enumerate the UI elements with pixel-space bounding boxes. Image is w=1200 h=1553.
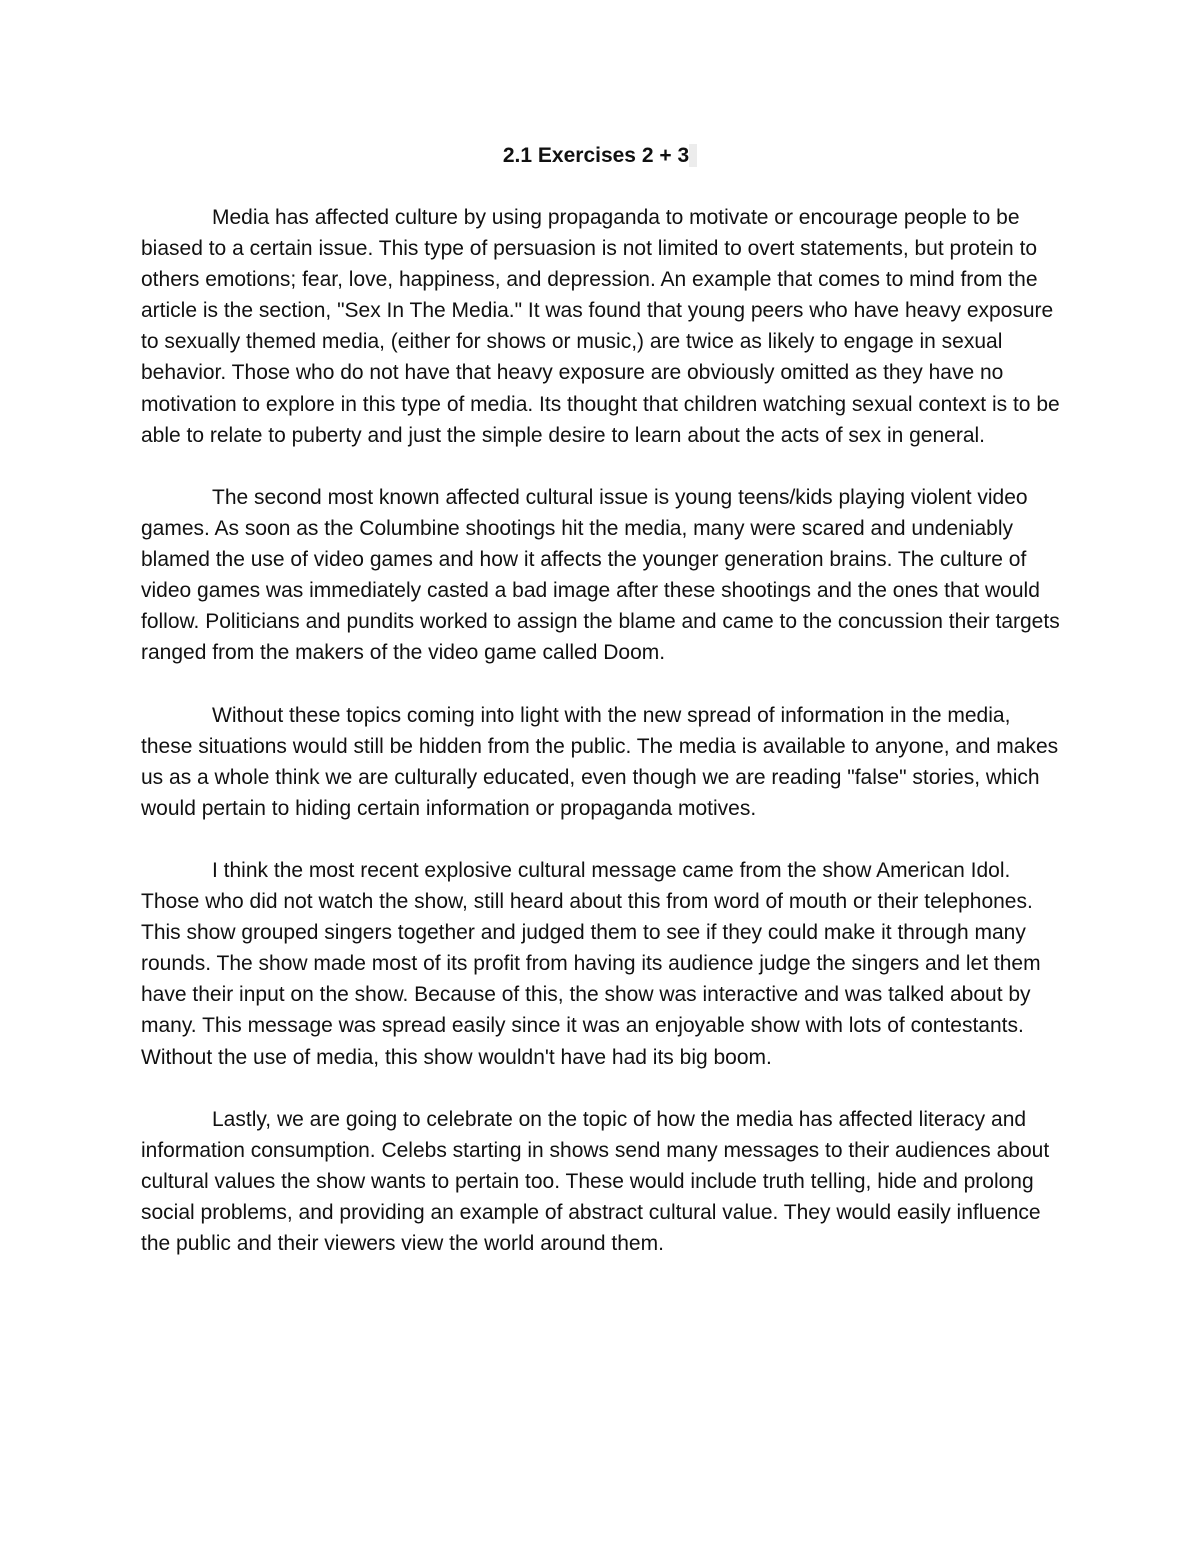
document-title	[0, 142, 1200, 170]
paragraph-5: Lastly, we are going to celebrate on the topic of how the media has affected literacy and information consumption. Celebs starting in shows send many messages to their audiences about cultural values the show wants to pertain too. These would include truth telling, hide and prolong social problems, and providing an example of abstract cultural value. They would easily influence the public and their viewers view the world around them.	[141, 1107, 1050, 1256]
paragraph-2: The second most known affected cultural issue is young teens/kids playing violent video games. As soon as the Columbine shootings hit the media, many were scared and undeniably blamed the use of video games and how it affects the younger generation brains. The culture of video games was immediately casted a bad image after these shootings and the ones that would follow. Politicians and pundits worked to assign the blame and came to the concussion their targets ranged from the makers of the video game called Doom.	[141, 485, 1060, 665]
document-title-text: 2.1 Exercises 2 + 3	[503, 144, 697, 167]
document-body	[141, 202, 1063, 1259]
paragraph-3: Without these topics coming into light with the new spread of information in the media, these situations would still be hidden from the public. The media is available to anyone, and makes us as a whole think we are culturally educated, even though we are reading "false" stories, which would pertain to hiding certain information or propaganda motives.	[141, 703, 1059, 820]
paragraph-4: I think the most recent explosive cultural message came from the show American Idol. Those who did not watch the show, still heard about this from word of mouth or their telephones. This show grouped singers together and judged them to see if they could make it through many rounds. The show made most of its profit from having its audience judge the singers and let them have their input on the show. Because of this, the show was interactive and was talked about by many. This message was spread easily since it was an enjoyable show with lots of contestants. Without the use of media, this show wouldn't have had its big boom.	[141, 858, 1041, 1069]
paragraph-1: Media has affected culture by using propaganda to motivate or encourage people to be biased to a certain issue. This type of persuasion is not limited to overt statements, but protein to others emotions; fear, love, happiness, and depression. An example that comes to mind from the article is the section, "Sex In The Media." It was found that young peers who have heavy exposure to sexually themed media, (either for shows or music,) are twice as likely to engage in sexual behavior. Those who do not have that heavy exposure are obviously omitted as they have no motivation to explore in this type of media. Its thought that children watching sexual context is to be able to relate to puberty and just the simple desire to learn about the acts of sex in general.	[141, 206, 1060, 447]
